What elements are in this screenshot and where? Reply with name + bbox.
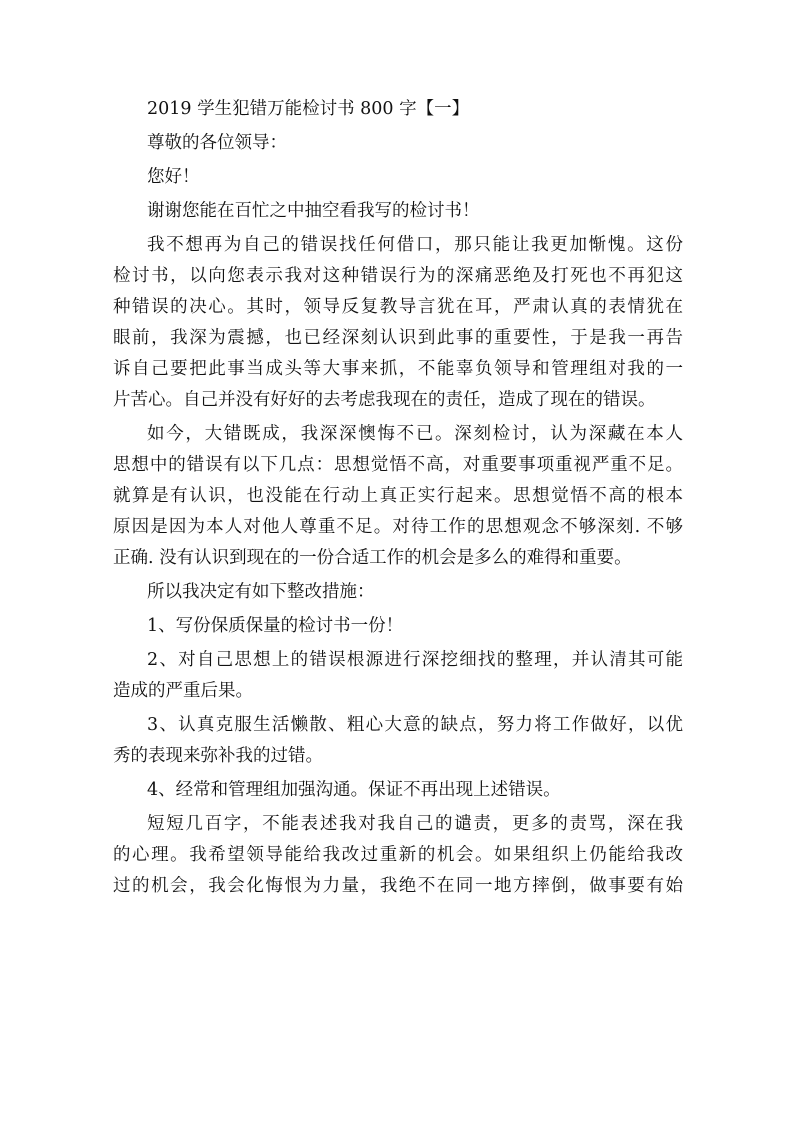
text-line: 造成的严重后果。 [113, 681, 253, 701]
measure-item-3 [113, 710, 683, 772]
document-title: 2019 学生犯错万能检讨书 800 字【一】 [147, 99, 470, 119]
text-line: 就算是有认识，也没能在行动上真正实行起来。思想觉悟不高的根本 [113, 486, 683, 506]
measure-item-4 [113, 775, 683, 806]
text-line: 3、认真克服生活懒散、粗心大意的缺点，努力将工作做好，以优 [147, 715, 683, 735]
text-line: 的心理。我希望领导能给我改过重新的机会。如果组织上仍能给我改 [113, 845, 683, 865]
text-line: 原因是因为本人对他人尊重不足。对待工作的思想观念不够深刻. 不够 [113, 517, 683, 537]
text-line: 思想中的错误有以下几点：思想觉悟不高，对重要事项重视严重不足。 [113, 455, 683, 475]
text-line: 检讨书，以向您表示我对这种错误行为的深痛恶绝及打死也不再犯这 [113, 266, 683, 286]
measure-item-1 [113, 611, 683, 642]
salutation: 尊敬的各位领导： [147, 133, 287, 153]
text-line: 诉自己要把此事当成头等大事来抓，不能辜负领导和管理组对我的一 [113, 359, 683, 379]
text-line: 眼前，我深为震撼，也已经深刻认识到此事的重要性，于是我一再告 [113, 328, 683, 348]
measure-item-2 [113, 645, 683, 707]
thanks-line: 谢谢您能在百忙之中抽空看我写的检讨书！ [147, 201, 480, 221]
text-line: 我不想再为自己的错误找任何借口，那只能让我更加惭愧。这份 [147, 235, 683, 255]
text-line: 4、经常和管理组加强沟通。保证不再出现上述错误。 [147, 780, 561, 800]
text-line: 过的机会，我会化悔恨为力量，我绝不在同一地方摔倒，做事要有始 [113, 876, 683, 896]
text-line: 秀的表现来弥补我的过错。 [113, 746, 323, 766]
measures-intro: 所以我决定有如下整改措施： [147, 582, 375, 602]
document-body [113, 94, 683, 905]
text-line: 1、写份保质保量的检讨书一份！ [147, 616, 404, 636]
text-line: 短短几百字，不能表述我对我自己的谴责，更多的责骂，深在我 [147, 814, 683, 834]
paragraph-apology [113, 230, 683, 416]
text-line: 正确. 没有认识到现在的一份合适工作的机会是多么的难得和重要。 [113, 548, 632, 568]
text-line: 种错误的决心。其时，领导反复教导言犹在耳，严肃认真的表情犹在 [113, 297, 683, 317]
text-line: 2、对自己思想上的错误根源进行深挖细找的整理，并认清其可能 [147, 650, 683, 670]
paragraph-closing [113, 809, 683, 902]
text-line: 如今，大错既成，我深深懊悔不已。深刻检讨，认为深藏在本人 [147, 424, 683, 444]
text-line: 片苦心。自己并没有好好的去考虑我现在的责任，造成了现在的错误。 [113, 390, 656, 410]
greeting: 您好！ [147, 167, 200, 187]
paragraph-reflection [113, 419, 683, 574]
